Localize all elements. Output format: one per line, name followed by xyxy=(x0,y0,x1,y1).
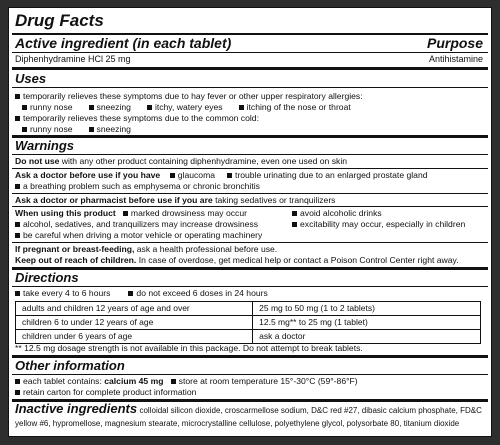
directions-item xyxy=(15,288,110,298)
table-row xyxy=(16,302,481,316)
retain-carton-text: retain carton for complete product information xyxy=(23,387,197,397)
bullet-icon xyxy=(128,291,133,296)
uses-divider xyxy=(12,135,488,138)
bullet-icon xyxy=(15,94,20,99)
directions-item-text: do not exceed 6 doses in 24 hours xyxy=(136,288,268,298)
when-using-divider xyxy=(12,242,488,243)
bullet-icon xyxy=(171,379,176,384)
age-cell: adults and children 12 years of age and over xyxy=(16,302,253,316)
ask-doctor xyxy=(15,170,428,180)
calcium-text: each tablet contains: xyxy=(23,376,102,386)
bullet-icon xyxy=(147,105,152,110)
ask-doctor-item: trouble urinating due to an enlarged prostate gland xyxy=(234,170,428,180)
when-using-item: excitability may occur, especially in children xyxy=(300,219,466,229)
calcium-info xyxy=(15,376,358,386)
ask-pharmacist-divider xyxy=(12,206,488,207)
do-not-use xyxy=(15,156,347,166)
bullet-icon xyxy=(123,211,128,216)
directions-item xyxy=(128,288,267,298)
uses-line-2-text: temporarily relieves these symptoms due to the common cold: xyxy=(23,113,259,123)
other-info-divider-thin xyxy=(12,374,488,375)
when-using-label: When using this product xyxy=(15,208,116,218)
age-cell: children under 6 years of age xyxy=(16,330,253,344)
uses-item-text: sneezing xyxy=(96,102,131,112)
uses-items-2 xyxy=(22,124,131,134)
uses-item-text: itching of the nose or throat xyxy=(246,102,351,112)
directions-item-text: take every 4 to 6 hours xyxy=(23,288,111,298)
do-not-use-divider xyxy=(12,168,488,169)
when-using-row-1 xyxy=(15,208,247,218)
purpose-value: Antihistamine xyxy=(428,54,483,64)
warnings-heading: Warnings xyxy=(15,138,74,153)
when-using-col2-1 xyxy=(292,208,382,218)
ask-doctor-label: Ask a doctor before use if you have xyxy=(15,170,161,180)
when-using-item: marked drowsiness may occur xyxy=(130,208,247,218)
bullet-icon xyxy=(15,184,20,189)
dose-cell: 25 mg to 50 mg (1 to 2 tablets) xyxy=(253,302,481,316)
bullet-icon xyxy=(239,105,244,110)
uses-line-1 xyxy=(15,91,363,101)
bullet-icon xyxy=(89,105,94,110)
bullet-icon xyxy=(15,233,20,238)
warnings-divider xyxy=(12,267,488,270)
dosage-note: ** 12.5 mg dosage strength is not available in this package. Do not attempt to break tablets. xyxy=(15,343,363,353)
bullet-icon xyxy=(22,127,27,132)
when-using-item: alcohol, sedatives, and tranquilizers may increase drowsiness xyxy=(23,219,259,229)
ask-doctor-item-3 xyxy=(15,181,260,191)
uses-heading: Uses xyxy=(15,71,47,86)
active-divider xyxy=(12,67,488,70)
bullet-icon xyxy=(170,173,175,178)
bullet-icon xyxy=(292,211,297,216)
ask-doctor-divider xyxy=(12,193,488,194)
retain-carton xyxy=(15,387,196,397)
bullet-icon xyxy=(15,222,20,227)
drug-facts-title: Drug Facts xyxy=(15,11,104,30)
bullet-icon xyxy=(89,127,94,132)
uses-item xyxy=(89,124,131,134)
inactive-line-2: yellow #6, hypromellose, magnesium stearate, microcrystalline cellulose, polyethylene glycol, polysorbate 80, titanium dioxide xyxy=(15,419,460,428)
pregnant-text: ask a health professional before use. xyxy=(136,244,278,254)
storage-text: store at room temperature 15°-30°C (59°-86°F) xyxy=(178,376,358,386)
uses-item-text: runny nose xyxy=(30,124,73,134)
bullet-icon xyxy=(15,390,20,395)
uses-item xyxy=(147,102,223,112)
when-using-row-3 xyxy=(15,230,262,240)
uses-divider-thin xyxy=(12,87,488,88)
ask-pharmacist xyxy=(15,195,335,205)
uses-item xyxy=(89,102,131,112)
do-not-use-text: with any other product containing diphenhydramine, even one used on skin xyxy=(61,156,348,166)
calcium-value: calcium 45 mg xyxy=(104,376,164,386)
when-using-item: avoid alcoholic drinks xyxy=(300,208,382,218)
dose-cell: ask a doctor xyxy=(253,330,481,344)
uses-item xyxy=(22,124,73,134)
bullet-icon xyxy=(227,173,232,178)
keep-out-text: In case of overdose, get medical help or contact a Poison Control Center right away. xyxy=(138,255,459,265)
uses-line-2 xyxy=(15,113,259,123)
inactive-heading: Inactive ingredients xyxy=(15,401,138,416)
do-not-use-label: Do not use xyxy=(15,156,60,166)
drug-facts-panel xyxy=(8,7,492,437)
uses-item-text: sneezing xyxy=(96,124,131,134)
pregnant-warning xyxy=(15,244,277,254)
active-divider-thin xyxy=(12,52,488,53)
ask-doctor-item: glaucoma xyxy=(177,170,216,180)
uses-items-1 xyxy=(22,102,351,112)
table-row xyxy=(16,330,481,344)
when-using-row-2 xyxy=(15,219,258,229)
uses-item xyxy=(239,102,351,112)
age-cell: children 6 to under 12 years of age xyxy=(16,316,253,330)
uses-item-text: runny nose xyxy=(30,102,73,112)
uses-line-1-text: temporarily relieves these symptoms due to hay fever or other upper respiratory allergies: xyxy=(23,91,363,101)
bullet-icon xyxy=(22,105,27,110)
keep-out-label: Keep out of reach of children. xyxy=(15,255,137,265)
bullet-icon xyxy=(292,222,297,227)
active-ingredient-heading: Active ingredient (in each tablet) xyxy=(15,35,232,51)
directions-items xyxy=(15,288,268,298)
bullet-icon xyxy=(15,291,20,296)
ask-pharmacist-text: taking sedatives or tranquilizers xyxy=(215,195,336,205)
bullet-icon xyxy=(15,379,20,384)
directions-divider-thin xyxy=(12,286,488,287)
warnings-divider-thin xyxy=(12,154,488,155)
when-using-item: be careful when driving a motor vehicle or operating machinery xyxy=(23,230,263,240)
directions-heading: Directions xyxy=(15,270,79,285)
other-info-heading: Other information xyxy=(15,358,125,373)
ask-doctor-item-3-text: a breathing problem such as emphysema or chronic bronchitis xyxy=(23,181,260,191)
bullet-icon xyxy=(15,116,20,121)
inactive-ingredients xyxy=(15,401,482,416)
keep-out-warning xyxy=(15,255,459,265)
uses-item-text: itchy, watery eyes xyxy=(154,102,223,112)
purpose-heading: Purpose xyxy=(426,35,483,51)
inactive-line-1: colloidal silicon dioxide, croscarmellose sodium, D&C red #27, dibasic calcium phosphate, FD&C xyxy=(139,406,482,415)
table-row xyxy=(16,316,481,330)
uses-item xyxy=(22,102,73,112)
dose-cell: 12.5 mg** to 25 mg (1 tablet) xyxy=(253,316,481,330)
pregnant-label: If pregnant or breast-feeding, xyxy=(15,244,135,254)
dosage-table xyxy=(15,301,481,344)
when-using-col2-2 xyxy=(292,219,465,229)
ask-pharmacist-label: Ask a doctor or pharmacist before use if you are xyxy=(15,195,213,205)
active-ingredient-value: Diphenhydramine HCl 25 mg xyxy=(15,54,131,64)
